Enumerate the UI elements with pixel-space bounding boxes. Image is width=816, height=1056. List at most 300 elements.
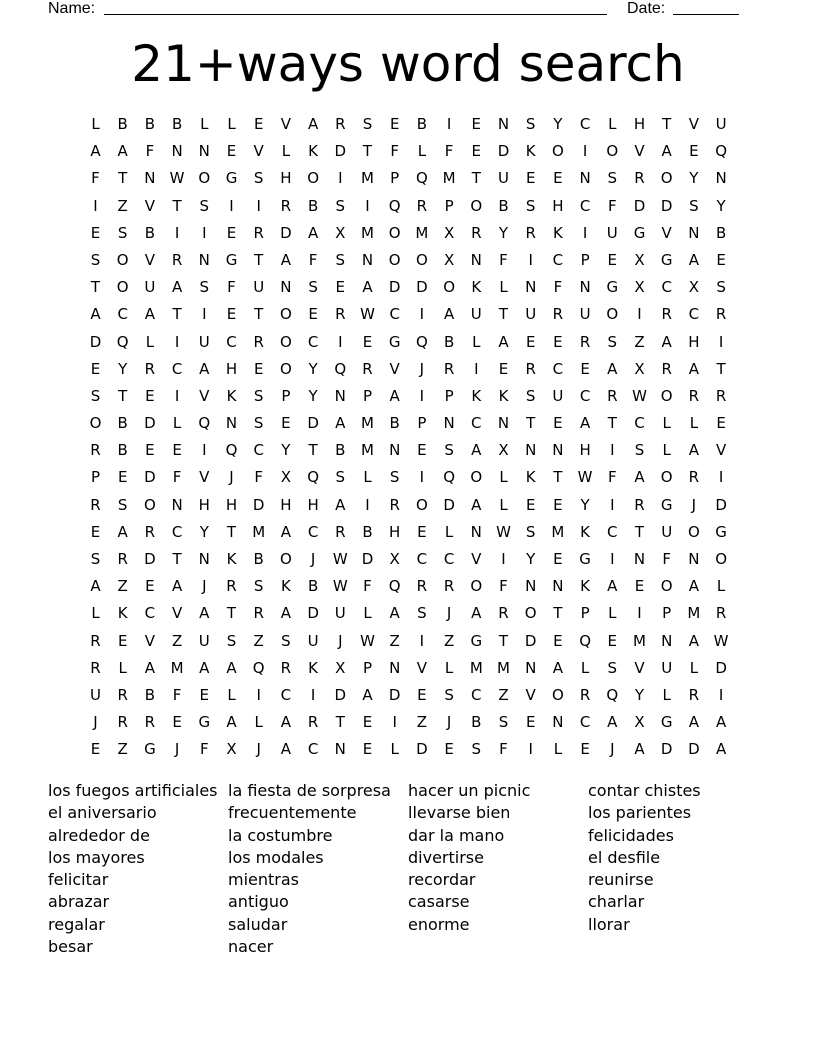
grid-letter[interactable]: L — [662, 685, 671, 704]
grid-letter[interactable]: W — [332, 550, 348, 568]
grid-letter[interactable]: A — [607, 713, 618, 732]
grid-letter[interactable]: Y — [716, 196, 726, 215]
grid-letter[interactable]: E — [281, 414, 291, 433]
grid-letter[interactable]: E — [471, 142, 482, 161]
grid-letter[interactable]: C — [416, 550, 428, 568]
grid-letter[interactable]: F — [499, 577, 508, 596]
grid-letter[interactable]: Y — [634, 685, 645, 704]
grid-letter[interactable]: O — [470, 468, 483, 487]
grid-letter[interactable]: N — [334, 386, 346, 405]
grid-letter[interactable]: N — [661, 631, 673, 650]
grid-letter[interactable]: E — [145, 577, 155, 596]
grid-letter[interactable]: I — [392, 713, 397, 732]
grid-letter[interactable]: B — [471, 713, 482, 732]
grid-letter[interactable]: L — [689, 414, 699, 433]
grid-letter[interactable]: T — [118, 169, 128, 188]
grid-letter[interactable]: D — [688, 740, 700, 759]
grid-letter[interactable]: C — [253, 441, 264, 460]
grid-letter[interactable]: Q — [715, 142, 727, 161]
grid-letter[interactable]: J — [419, 359, 425, 378]
grid-letter[interactable]: R — [715, 305, 727, 324]
grid-letter[interactable]: D — [497, 142, 510, 161]
grid-letter[interactable]: Q — [334, 359, 347, 378]
grid-letter[interactable]: M — [469, 658, 483, 677]
grid-letter[interactable]: Q — [307, 468, 319, 487]
grid-letter[interactable]: E — [417, 522, 427, 541]
grid-letter[interactable]: F — [227, 278, 236, 297]
grid-letter[interactable]: P — [580, 604, 590, 623]
grid-letter[interactable]: L — [444, 658, 454, 677]
grid-letter[interactable]: F — [172, 685, 182, 704]
grid-letter[interactable]: C — [579, 386, 591, 405]
grid-letter[interactable]: U — [715, 115, 727, 133]
grid-letter[interactable]: J — [229, 468, 234, 487]
grid-letter[interactable]: I — [93, 196, 98, 215]
grid-letter[interactable]: R — [579, 685, 591, 704]
grid-letter[interactable]: R — [688, 468, 700, 487]
grid-letter[interactable]: I — [610, 441, 615, 460]
grid-letter[interactable]: M — [415, 223, 429, 242]
grid-letter[interactable]: G — [225, 250, 238, 269]
grid-letter[interactable]: E — [335, 278, 346, 297]
grid-letter[interactable]: D — [334, 142, 347, 161]
grid-letter[interactable]: L — [172, 414, 182, 433]
grid-letter[interactable]: V — [144, 250, 156, 269]
grid-letter[interactable]: S — [253, 386, 264, 405]
grid-letter[interactable]: G — [388, 332, 401, 351]
grid-letter[interactable]: T — [498, 631, 509, 650]
grid-letter[interactable]: D — [660, 740, 673, 759]
grid-letter[interactable]: L — [499, 278, 508, 297]
grid-letter[interactable]: Z — [634, 332, 645, 351]
grid-letter[interactable]: K — [498, 386, 509, 405]
grid-letter[interactable]: L — [363, 604, 372, 623]
grid-letter[interactable]: C — [579, 115, 591, 133]
grid-letter[interactable]: U — [498, 169, 509, 188]
grid-letter[interactable]: B — [144, 115, 156, 133]
grid-letter[interactable]: O — [89, 414, 102, 433]
grid-letter[interactable]: Z — [117, 196, 128, 215]
grid-letter[interactable]: E — [553, 414, 563, 433]
grid-letter[interactable]: K — [226, 550, 237, 568]
grid-letter[interactable]: P — [580, 250, 590, 269]
grid-letter[interactable]: F — [607, 468, 617, 487]
grid-letter[interactable]: Q — [388, 577, 401, 596]
grid-letter[interactable]: I — [419, 386, 425, 405]
grid-letter[interactable]: B — [715, 223, 727, 242]
grid-letter[interactable]: K — [580, 577, 591, 596]
grid-letter[interactable]: B — [443, 332, 455, 351]
grid-letter[interactable]: D — [89, 332, 102, 351]
grid-letter[interactable]: D — [252, 495, 265, 514]
grid-letter[interactable]: J — [93, 713, 98, 732]
grid-letter[interactable]: F — [199, 740, 209, 759]
grid-letter[interactable]: Q — [443, 468, 455, 487]
grid-letter[interactable]: U — [470, 305, 482, 324]
grid-letter[interactable]: L — [553, 740, 563, 759]
grid-letter[interactable]: F — [444, 142, 454, 161]
grid-letter[interactable]: L — [662, 414, 671, 433]
grid-letter[interactable]: U — [144, 278, 156, 297]
grid-letter[interactable]: I — [637, 305, 642, 324]
grid-letter[interactable]: N — [225, 414, 238, 433]
grid-letter[interactable]: Z — [117, 740, 128, 759]
grid-letter[interactable]: O — [660, 577, 673, 596]
grid-letter[interactable]: T — [607, 414, 617, 433]
grid-letter[interactable]: R — [552, 305, 564, 324]
grid-letter[interactable]: E — [417, 441, 427, 460]
grid-letter[interactable]: T — [226, 604, 237, 623]
grid-letter[interactable]: A — [498, 332, 509, 351]
grid-letter[interactable]: M — [170, 658, 184, 677]
grid-letter[interactable]: I — [202, 305, 207, 324]
grid-letter[interactable]: E — [389, 115, 400, 133]
grid-letter[interactable]: E — [525, 169, 536, 188]
grid-letter[interactable]: J — [174, 740, 180, 759]
grid-letter[interactable]: V — [688, 115, 700, 133]
grid-letter[interactable]: E — [580, 740, 590, 759]
grid-letter[interactable]: O — [715, 550, 727, 568]
grid-letter[interactable]: N — [198, 142, 210, 161]
grid-letter[interactable]: G — [660, 250, 673, 269]
grid-letter[interactable]: R — [416, 577, 428, 596]
grid-letter[interactable]: D — [307, 414, 319, 433]
grid-letter[interactable]: A — [715, 740, 727, 759]
grid-letter[interactable]: A — [280, 740, 292, 759]
grid-letter[interactable]: S — [308, 278, 318, 297]
grid-letter[interactable]: R — [525, 359, 536, 378]
grid-letter[interactable]: A — [579, 414, 591, 433]
grid-letter[interactable]: O — [198, 169, 211, 188]
grid-letter[interactable]: K — [552, 223, 563, 242]
grid-letter[interactable]: J — [338, 631, 343, 650]
grid-letter[interactable]: R — [416, 196, 428, 215]
grid-letter[interactable]: L — [227, 685, 236, 704]
grid-letter[interactable]: R — [607, 386, 618, 405]
grid-letter[interactable]: E — [362, 713, 373, 732]
grid-letter[interactable]: A — [634, 740, 645, 759]
grid-letter[interactable]: E — [199, 685, 210, 704]
grid-letter[interactable]: A — [688, 441, 700, 460]
grid-letter[interactable]: S — [525, 196, 536, 215]
grid-letter[interactable]: K — [525, 468, 536, 487]
grid-letter[interactable]: B — [171, 115, 183, 133]
grid-letter[interactable]: R — [144, 359, 156, 378]
grid-letter[interactable]: A — [688, 250, 700, 269]
grid-letter[interactable]: N — [552, 713, 564, 732]
grid-letter[interactable]: S — [253, 414, 264, 433]
grid-letter[interactable]: A — [389, 604, 400, 623]
grid-letter[interactable]: I — [501, 550, 506, 568]
grid-letter[interactable]: F — [499, 740, 508, 759]
grid-letter[interactable]: Z — [498, 685, 509, 704]
grid-letter[interactable]: O — [415, 495, 428, 514]
grid-letter[interactable]: A — [171, 577, 183, 596]
grid-letter[interactable]: S — [471, 740, 482, 759]
grid-letter[interactable]: E — [145, 441, 155, 460]
grid-letter[interactable]: C — [552, 250, 564, 269]
grid-letter[interactable]: V — [715, 441, 727, 460]
grid-letter[interactable]: E — [607, 631, 618, 650]
grid-letter[interactable]: S — [335, 468, 346, 487]
grid-letter[interactable]: Y — [281, 441, 291, 460]
grid-letter[interactable]: B — [335, 441, 346, 460]
grid-letter[interactable]: U — [334, 604, 346, 623]
grid-letter[interactable]: T — [226, 522, 237, 541]
grid-letter[interactable]: N — [198, 550, 210, 568]
grid-letter[interactable]: U — [198, 631, 210, 650]
grid-letter[interactable]: C — [471, 414, 482, 433]
grid-letter[interactable]: C — [144, 604, 156, 623]
grid-letter[interactable]: R — [335, 305, 346, 324]
grid-letter[interactable]: K — [525, 142, 536, 161]
grid-letter[interactable]: J — [446, 713, 452, 732]
grid-letter[interactable]: U — [579, 305, 591, 324]
grid-letter[interactable]: E — [90, 359, 101, 378]
grid-letter[interactable]: E — [716, 414, 726, 433]
grid-letter[interactable]: I — [365, 196, 370, 215]
grid-letter[interactable]: W — [332, 577, 348, 596]
grid-letter[interactable]: N — [497, 414, 510, 433]
grid-letter[interactable]: K — [280, 577, 291, 596]
grid-letter[interactable]: A — [307, 115, 319, 133]
grid-letter[interactable]: E — [362, 332, 373, 351]
grid-letter[interactable]: N — [443, 414, 455, 433]
grid-letter[interactable]: O — [660, 169, 673, 188]
grid-letter[interactable]: C — [579, 713, 591, 732]
grid-letter[interactable]: X — [335, 223, 346, 242]
grid-letter[interactable]: L — [91, 604, 100, 623]
grid-letter[interactable]: R — [90, 631, 101, 650]
grid-letter[interactable]: P — [362, 386, 373, 405]
grid-letter[interactable]: A — [362, 685, 373, 704]
grid-letter[interactable]: O — [388, 223, 401, 242]
grid-letter[interactable]: A — [199, 658, 210, 677]
grid-letter[interactable]: G — [198, 713, 211, 732]
grid-letter[interactable]: D — [524, 631, 537, 650]
grid-letter[interactable]: Z — [443, 631, 455, 650]
grid-letter[interactable]: A — [144, 658, 156, 677]
grid-letter[interactable]: F — [308, 250, 318, 269]
grid-letter[interactable]: F — [172, 468, 182, 487]
grid-letter[interactable]: R — [144, 713, 156, 732]
grid-letter[interactable]: S — [226, 631, 237, 650]
grid-letter[interactable]: G — [606, 278, 619, 297]
grid-letter[interactable]: Q — [225, 441, 238, 460]
grid-letter[interactable]: R — [90, 495, 101, 514]
grid-letter[interactable]: J — [691, 495, 697, 514]
grid-letter[interactable]: L — [254, 713, 263, 732]
grid-letter[interactable]: D — [443, 495, 455, 514]
grid-letter[interactable]: Z — [416, 713, 428, 732]
grid-letter[interactable]: L — [472, 332, 481, 351]
grid-letter[interactable]: R — [307, 713, 319, 732]
grid-letter[interactable]: E — [117, 631, 128, 650]
grid-letter[interactable]: X — [634, 250, 645, 269]
grid-letter[interactable]: M — [361, 441, 374, 460]
grid-letter[interactable]: S — [253, 577, 264, 596]
grid-letter[interactable]: X — [634, 359, 645, 378]
grid-letter[interactable]: S — [335, 196, 346, 215]
grid-letter[interactable]: C — [579, 196, 591, 215]
grid-letter[interactable]: I — [365, 495, 370, 514]
grid-letter[interactable]: S — [607, 169, 618, 188]
grid-letter[interactable]: L — [390, 740, 399, 759]
grid-letter[interactable]: R — [471, 223, 482, 242]
grid-letter[interactable]: I — [528, 740, 533, 759]
grid-letter[interactable]: N — [144, 169, 156, 188]
grid-letter[interactable]: U — [661, 658, 673, 677]
grid-letter[interactable]: O — [307, 169, 319, 188]
grid-letter[interactable]: Q — [606, 685, 619, 704]
grid-letter[interactable]: S — [525, 522, 536, 541]
grid-letter[interactable]: A — [552, 658, 564, 677]
grid-letter[interactable]: B — [117, 414, 128, 433]
grid-letter[interactable]: M — [361, 414, 374, 433]
grid-letter[interactable]: R — [117, 685, 128, 704]
grid-letter[interactable]: D — [307, 604, 319, 623]
grid-letter[interactable]: L — [417, 142, 427, 161]
grid-letter[interactable]: S — [716, 278, 726, 297]
grid-letter[interactable]: T — [362, 142, 373, 161]
grid-letter[interactable]: R — [688, 685, 700, 704]
grid-letter[interactable]: I — [474, 359, 479, 378]
grid-letter[interactable]: O — [388, 250, 401, 269]
grid-letter[interactable]: M — [551, 522, 565, 541]
grid-letter[interactable]: G — [633, 223, 646, 242]
grid-letter[interactable]: R — [335, 115, 346, 133]
grid-letter[interactable]: A — [280, 250, 292, 269]
grid-letter[interactable]: A — [226, 658, 237, 677]
grid-letter[interactable]: B — [117, 115, 128, 133]
grid-letter[interactable]: C — [307, 522, 319, 541]
grid-letter[interactable]: A — [171, 278, 183, 297]
grid-letter[interactable]: V — [634, 658, 645, 677]
grid-letter[interactable]: S — [444, 685, 454, 704]
grid-letter[interactable]: V — [199, 468, 210, 487]
grid-letter[interactable]: V — [416, 658, 428, 677]
grid-letter[interactable]: E — [525, 332, 536, 351]
grid-letter[interactable]: G — [579, 550, 591, 568]
grid-letter[interactable]: Y — [553, 115, 563, 133]
grid-letter[interactable]: L — [499, 495, 508, 514]
grid-letter[interactable]: O — [279, 359, 292, 378]
grid-letter[interactable]: R — [117, 713, 128, 732]
grid-letter[interactable]: Q — [252, 658, 265, 677]
grid-letter[interactable]: F — [363, 577, 372, 596]
grid-letter[interactable]: N — [552, 577, 564, 596]
grid-letter[interactable]: K — [471, 278, 482, 297]
grid-letter[interactable]: J — [202, 577, 207, 596]
grid-letter[interactable]: W — [496, 522, 511, 541]
grid-letter[interactable]: M — [361, 223, 374, 242]
grid-letter[interactable]: C — [171, 522, 183, 541]
grid-letter[interactable]: F — [607, 196, 617, 215]
grid-letter[interactable]: C — [117, 305, 128, 324]
grid-letter[interactable]: L — [608, 115, 617, 133]
grid-letter[interactable]: F — [499, 250, 508, 269]
grid-letter[interactable]: V — [389, 359, 400, 378]
grid-letter[interactable]: L — [145, 332, 155, 351]
grid-letter[interactable]: D — [660, 196, 673, 215]
grid-letter[interactable]: R — [634, 495, 645, 514]
grid-letter[interactable]: D — [388, 685, 401, 704]
grid-letter[interactable]: L — [689, 658, 699, 677]
grid-letter[interactable]: Q — [116, 332, 129, 351]
grid-letter[interactable]: L — [281, 142, 291, 161]
grid-letter[interactable]: A — [117, 522, 128, 541]
grid-letter[interactable]: P — [390, 169, 400, 188]
grid-letter[interactable]: W — [577, 468, 593, 487]
grid-letter[interactable]: P — [444, 386, 454, 405]
grid-letter[interactable]: O — [470, 577, 483, 596]
grid-letter[interactable]: S — [444, 441, 454, 460]
grid-letter[interactable]: S — [607, 658, 618, 677]
grid-letter[interactable]: D — [334, 685, 347, 704]
grid-letter[interactable]: T — [553, 604, 563, 623]
grid-letter[interactable]: X — [280, 468, 292, 487]
grid-letter[interactable]: R — [280, 658, 292, 677]
grid-letter[interactable]: S — [335, 250, 346, 269]
grid-letter[interactable]: I — [229, 196, 234, 215]
grid-letter[interactable]: O — [443, 278, 455, 297]
grid-letter[interactable]: I — [718, 332, 724, 351]
grid-letter[interactable]: L — [499, 468, 508, 487]
grid-letter[interactable]: R — [253, 223, 264, 242]
grid-letter[interactable]: D — [633, 196, 646, 215]
grid-letter[interactable]: E — [525, 495, 536, 514]
grid-letter[interactable]: F — [91, 169, 100, 188]
grid-letter[interactable]: M — [442, 169, 456, 188]
grid-letter[interactable]: U — [253, 278, 265, 297]
grid-letter[interactable]: Y — [526, 550, 536, 568]
grid-letter[interactable]: E — [580, 359, 590, 378]
grid-letter[interactable]: E — [553, 169, 563, 188]
grid-letter[interactable]: I — [528, 250, 533, 269]
grid-letter[interactable]: V — [171, 604, 183, 623]
grid-letter[interactable]: L — [608, 604, 617, 623]
grid-letter[interactable]: C — [307, 332, 319, 351]
grid-letter[interactable]: S — [362, 115, 373, 133]
grid-letter[interactable]: V — [199, 386, 210, 405]
grid-letter[interactable]: V — [471, 550, 482, 568]
grid-letter[interactable]: O — [415, 250, 428, 269]
grid-letter[interactable]: L — [227, 115, 236, 133]
grid-letter[interactable]: A — [688, 359, 700, 378]
grid-letter[interactable]: I — [610, 495, 615, 514]
grid-letter[interactable]: R — [389, 495, 400, 514]
grid-letter[interactable]: L — [580, 658, 590, 677]
grid-letter[interactable]: P — [444, 196, 454, 215]
grid-letter[interactable]: H — [688, 332, 700, 351]
grid-letter[interactable]: R — [90, 658, 101, 677]
grid-letter[interactable]: Y — [308, 386, 318, 405]
grid-letter[interactable]: X — [443, 223, 455, 242]
grid-letter[interactable]: T — [254, 305, 264, 324]
grid-letter[interactable]: K — [226, 386, 237, 405]
grid-letter[interactable]: D — [361, 550, 374, 568]
grid-letter[interactable]: X — [389, 550, 400, 568]
grid-letter[interactable]: A — [661, 142, 672, 161]
grid-letter[interactable]: A — [90, 305, 101, 324]
grid-letter[interactable]: A — [199, 604, 210, 623]
grid-letter[interactable]: A — [335, 495, 346, 514]
grid-letter[interactable]: O — [687, 522, 700, 541]
grid-letter[interactable]: R — [90, 441, 101, 460]
grid-letter[interactable]: A — [280, 604, 292, 623]
grid-letter[interactable]: B — [144, 685, 156, 704]
grid-letter[interactable]: S — [525, 386, 536, 405]
